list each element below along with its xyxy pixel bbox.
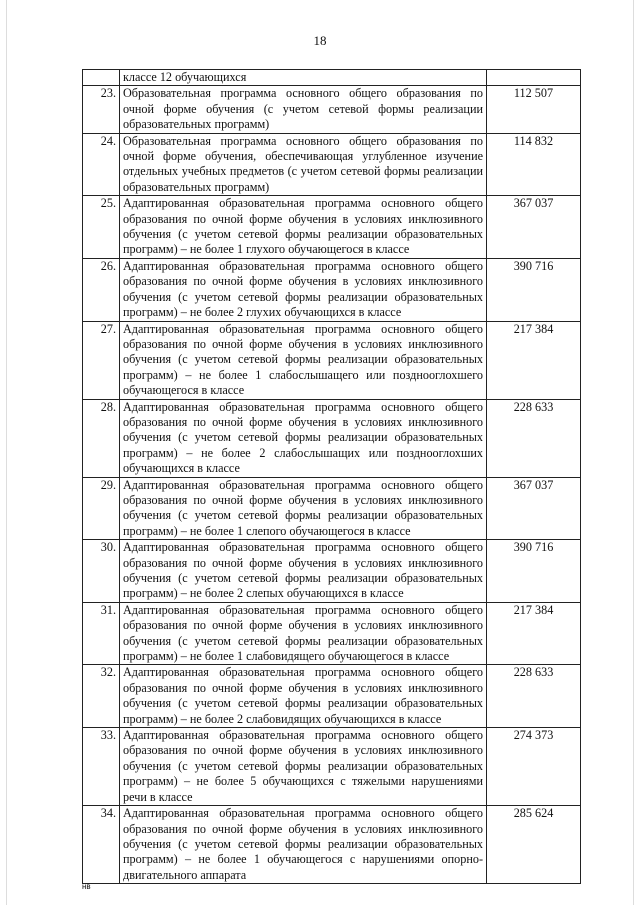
row-description: Адаптированная образовательная программа основного общего образования по очной форме обучения в условиях инклюзивного обучения (с учетом сетевой формы реализации образовательных программ) – не более 1 глухого обучающегося в классе [120,196,487,259]
row-description: Адаптированная образовательная программа основного общего образования по очной форме обучения в условиях инклюзивного обучения (с учетом сетевой формы реализации образовательных программ) – не более 5 обучающихся с тяжелыми нарушениями речи в классе [120,728,487,806]
row-value: 367 037 [487,477,581,540]
row-value: 112 507 [487,86,581,133]
row-value: 217 384 [487,321,581,399]
tariff-table [82,69,581,884]
table-body [83,70,581,884]
row-number: 30. [83,540,120,603]
table-row [83,196,581,259]
row-value: 390 716 [487,258,581,321]
table-row [83,540,581,603]
row-number: 26. [83,258,120,321]
row-number: 28. [83,399,120,477]
scan-edge-right [633,0,634,905]
table-row [83,728,581,806]
table-row [83,602,581,665]
table-row [83,477,581,540]
table-row [83,86,581,133]
row-value: 274 373 [487,728,581,806]
row-number: 34. [83,806,120,884]
table-row [83,806,581,884]
table-row [83,665,581,728]
row-value: 228 633 [487,665,581,728]
row-value: 285 624 [487,806,581,884]
row-description: Адаптированная образовательная программа основного общего образования по очной форме обучения в условиях инклюзивного обучения (с учетом сетевой формы реализации образовательных программ) – не более 1 слабослышащего или позднооглохшего обучающегося в классе [120,321,487,399]
table-row [83,133,581,196]
row-number: 29. [83,477,120,540]
row-value: 114 832 [487,133,581,196]
row-description: Адаптированная образовательная программа основного общего образования по очной форме обучения в условиях инклюзивного обучения (с учетом сетевой формы реализации образовательных программ) – не более 1 слабовидящего обучающегося в классе [120,602,487,665]
row-value: 217 384 [487,602,581,665]
row-number: 32. [83,665,120,728]
page-number: 18 [313,33,327,48]
row-number [83,70,120,86]
scan-edge-left [6,0,7,905]
row-number: 25. [83,196,120,259]
row-description: Адаптированная образовательная программа основного общего образования по очной форме обучения в условиях инклюзивного обучения (с учетом сетевой формы реализации образовательных программ) – не более 2 слабослышащих или позднооглохших обучающихся в классе [120,399,487,477]
table-row [83,258,581,321]
row-value [487,70,581,86]
row-description: Адаптированная образовательная программа основного общего образования по очной форме обучения в условиях инклюзивного обучения (с учетом сетевой формы реализации образовательных программ) – не более 1 слепого обучающегося в классе [120,477,487,540]
row-value: 228 633 [487,399,581,477]
row-description: Адаптированная образовательная программа основного общего образования по очной форме обучения в условиях инклюзивного обучения (с учетом сетевой формы реализации образовательных программ) – не более 2 слепых обучающихся в классе [120,540,487,603]
row-description: Образовательная программа основного общего образования по очной форме обучения (с учетом сетевой формы реализации образовательных программ) [120,86,487,133]
table-row [83,70,581,86]
row-number: 23. [83,86,120,133]
row-value: 367 037 [487,196,581,259]
table-row [83,399,581,477]
row-number: 31. [83,602,120,665]
row-number: 33. [83,728,120,806]
row-description: Образовательная программа основного общего образования по очной форме обучения, обеспечивающая углубленное изучение отдельных учебных предметов (с учетом сетевой формы реализации образовательных программ) [120,133,487,196]
row-description: Адаптированная образовательная программа основного общего образования по очной форме обучения в условиях инклюзивного обучения (с учетом сетевой формы реализации образовательных программ) – не более 1 обучающегося с нарушениями опорно-двигательного аппарата [120,806,487,884]
table-row [83,321,581,399]
row-description: Адаптированная образовательная программа основного общего образования по очной форме обучения в условиях инклюзивного обучения (с учетом сетевой формы реализации образовательных программ) – не более 2 глухих обучающихся в классе [120,258,487,321]
row-number: 27. [83,321,120,399]
row-description: Адаптированная образовательная программа основного общего образования по очной форме обучения в условиях инклюзивного обучения (с учетом сетевой формы реализации образовательных программ) – не более 2 слабовидящих обучающихся в классе [120,665,487,728]
row-description: классе 12 обучающихся [120,70,487,86]
footer-mark: нв [82,882,91,891]
row-value: 390 716 [487,540,581,603]
row-number: 24. [83,133,120,196]
